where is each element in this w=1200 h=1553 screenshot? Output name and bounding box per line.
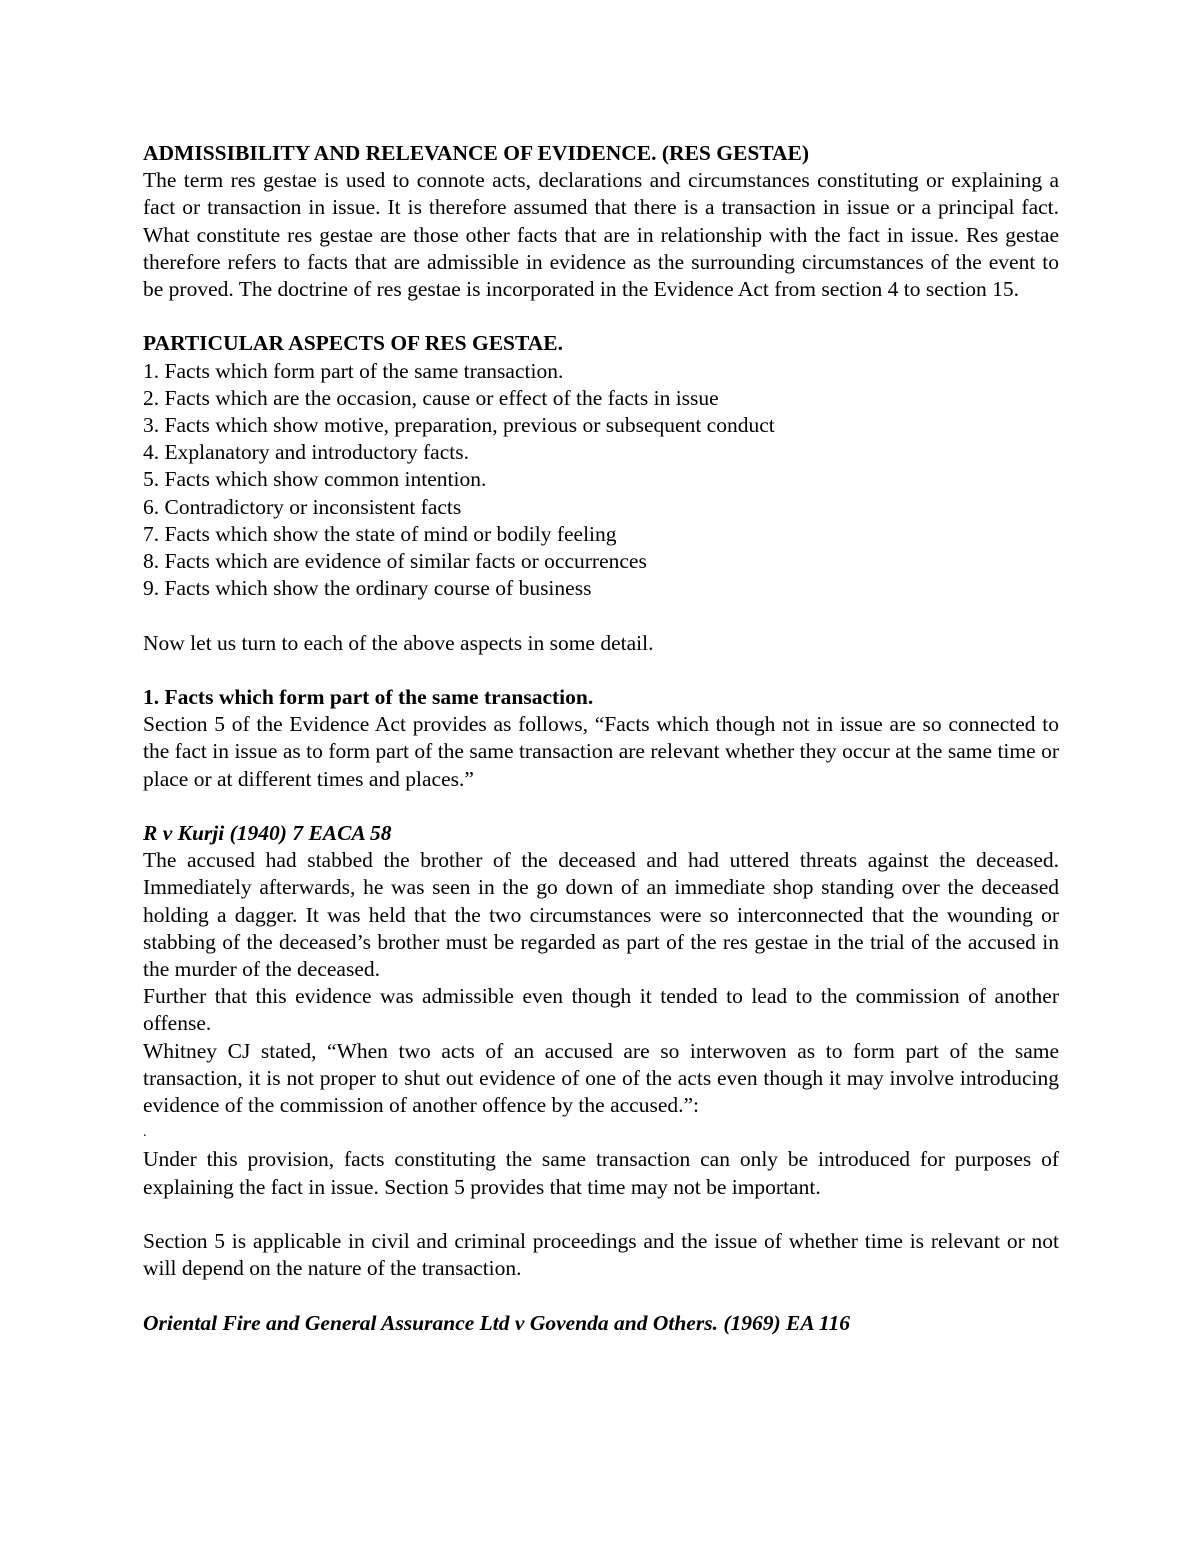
aspect-item: 5. Facts which show common intention. xyxy=(143,467,487,492)
spacer xyxy=(143,303,1059,330)
spacer xyxy=(143,602,1059,629)
case1-facts: The accused had stabbed the brother of the deceased and had uttered threats against the deceased. Immediately afterwards, he was seen in the go down of an immediate shop standing over the deceased holding a dagger. It was held that the two circumstances were so interconnected that the wounding or stabbing of the deceased’s brother must be regarded as part of the res gestae in the trial of the accused in the murder of the deceased. xyxy=(143,848,1059,982)
aspects-heading: PARTICULAR ASPECTS OF RES GESTAE. xyxy=(143,331,563,356)
document-title: ADMISSIBILITY AND RELEVANCE OF EVIDENCE. (RES GESTAE) xyxy=(143,141,810,165)
case1-further: Further that this evidence was admissible even though it tended to lead to the commission of another offense. xyxy=(143,984,1059,1036)
aspect-item: 8. Facts which are evidence of similar facts or occurrences xyxy=(143,549,647,574)
intro-paragraph: The term res gestae is used to connote acts, declarations and circumstances constituting or explaining a fact or transaction in issue. It is therefore assumed that there is a transaction in issue or a principal fact. What constitute res gestae are those other facts that are in relationship with the fact in issue. Res gestae therefore refers to facts that are admissible in evidence as the surrounding circumstances of the event to be proved. The doctrine of res gestae is incorporated in the Evidence Act from section 4 to section 15. xyxy=(143,168,1059,302)
aspect-item: 1. Facts which form part of the same transaction. xyxy=(143,358,564,383)
applicability-paragraph: Section 5 is applicable in civil and criminal proceedings and the issue of whether time is relevant or not will depend on the nature of the transaction. xyxy=(143,1229,1059,1281)
stray-dot: . xyxy=(143,1125,147,1141)
aspect-item: 4. Explanatory and introductory facts. xyxy=(143,440,469,465)
transition-paragraph: Now let us turn to each of the above aspects in some detail. xyxy=(143,630,654,655)
case1-quote: Whitney CJ stated, “When two acts of an accused are so interwoven as to form part of the same transaction, it is not proper to shut out evidence of one of the acts even though it may involve introducing evidence of the commission of another offence by the accused.”: xyxy=(143,1038,1059,1118)
aspect-item: 3. Facts which show motive, preparation, previous or subsequent conduct xyxy=(143,413,775,438)
aspects-list xyxy=(143,358,1059,603)
case1-title: R v Kurji (1940) 7 EACA 58 xyxy=(143,821,392,846)
spacer xyxy=(143,657,1059,684)
aspect-item: 9. Facts which show the ordinary course of business xyxy=(143,576,592,601)
section1-paragraph: Section 5 of the Evidence Act provides as follows, “Facts which though not in issue are so connected to the fact in issue as to form part of the same transaction are relevant whether they occur at the same time or place or at different times and places.” xyxy=(143,712,1059,791)
aspect-item: 2. Facts which are the occasion, cause or effect of the facts in issue xyxy=(143,385,719,410)
document-page xyxy=(143,140,1059,1337)
spacer xyxy=(143,793,1059,820)
provision-paragraph: Under this provision, facts constituting the same transaction can only be introduced for purposes of explaining the fact in issue. Section 5 provides that time may not be important. xyxy=(143,1147,1059,1199)
spacer xyxy=(143,1201,1059,1228)
aspect-item: 6. Contradictory or inconsistent facts xyxy=(143,494,462,519)
section1-heading: 1. Facts which form part of the same transaction. xyxy=(143,685,594,710)
case2-title: Oriental Fire and General Assurance Ltd v Govenda and Others. (1969) EA 116 xyxy=(143,1310,850,1335)
aspect-item: 7. Facts which show the state of mind or bodily feeling xyxy=(143,521,617,546)
spacer xyxy=(143,1282,1059,1309)
